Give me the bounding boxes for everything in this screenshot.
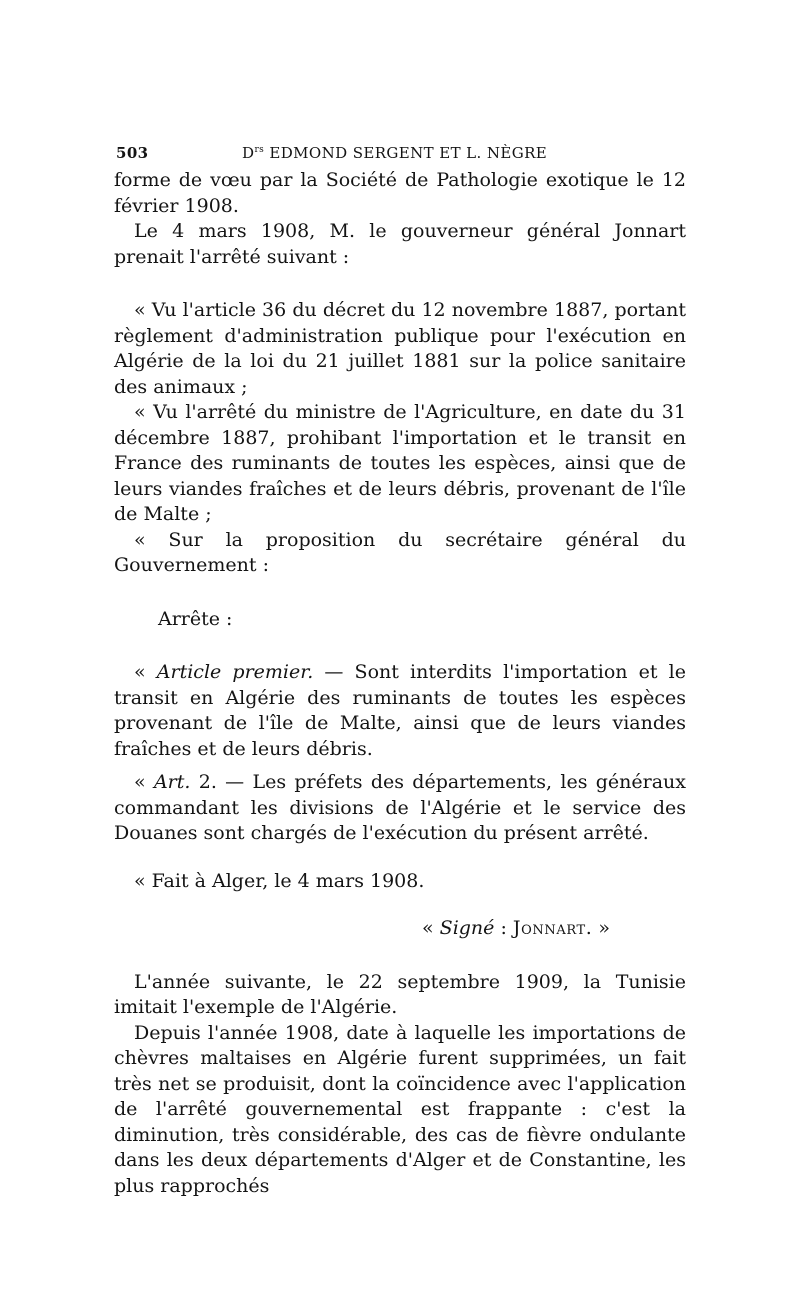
spacer: [114, 894, 686, 916]
running-header: [114, 140, 686, 168]
article-open-quote: «: [134, 771, 154, 793]
running-title: [242, 144, 547, 162]
authors-prefix: D: [242, 144, 255, 162]
fait-a-alger: « Fait à Alger, le 4 mars 1908.: [134, 869, 425, 892]
spacer: [114, 270, 686, 298]
article-2-text: 2. — Les préfets des départements, les généraux commandant les divisions de l'Algérie et le service des Douanes sont chargés de l'exécution du présent arrêté.: [114, 771, 687, 844]
quote-vu-arrete: « Vu l'arrêté du ministre de l'Agriculture, en date du 31 décembre 1887, prohibant l'importation et le transit en France des ruminants de toutes les espèces, ainsi que de leurs viandes fraîches et de leurs débris, provenant de l'île de Malte ;: [114, 401, 686, 525]
article-premier-label: Article premier.: [156, 661, 314, 683]
authors-rest: EDMOND SERGENT ET L. NÈGRE: [264, 144, 548, 162]
arrete-heading: Arrête :: [158, 607, 233, 630]
article-premier: [114, 660, 686, 762]
signature-close-quote: »: [592, 917, 611, 939]
article-open-quote: «: [134, 661, 157, 683]
quote-vu-article: « Vu l'article 36 du décret du 12 novembre 1887, portant règlement d'administration publique pour l'exécution en Algérie de la loi du 21 juillet 1881 sur la police sanitaire des animaux ;: [114, 299, 686, 398]
signature-open-quote: «: [422, 917, 440, 939]
paragraph-continued: forme de vœu par la Société de Pathologie exotique le 12 février 1908.: [114, 169, 686, 217]
signature-colon: :: [494, 917, 513, 939]
article-2: [114, 770, 686, 847]
signatory-name: Jonnart.: [512, 917, 593, 939]
spacer: [114, 847, 686, 869]
quote-proposition: « Sur la proposition du secrétaire général du Gouvernement :: [114, 528, 686, 576]
signature-label: Signé: [439, 917, 495, 939]
paragraph-tunisie: L'année suivante, le 22 septembre 1909, la Tunisie imitait l'exemple de l'Algérie.: [114, 970, 686, 1018]
spacer: [114, 942, 686, 970]
spacer: [114, 579, 686, 607]
authors-sup: rs: [254, 145, 265, 155]
paragraph-arrete-intro: Le 4 mars 1908, M. le gouverneur général Jonnart prenait l'arrêté suivant :: [114, 220, 686, 268]
book-page: [114, 140, 686, 1199]
page-number: 503: [116, 144, 149, 162]
article-premier-text: — Sont interdits l'importation et le transit en Algérie des ruminants de toutes les espèces provenant de l'île de Malte, ainsi que de leurs viandes fraîches et de leurs débris.: [114, 661, 686, 760]
signature-line: [114, 916, 686, 942]
spacer: [114, 762, 686, 770]
spacer: [114, 632, 686, 660]
paragraph-depuis: Depuis l'année 1908, date à laquelle les importations de chèvres maltaises en Algérie furent supprimées, un fait très net se produisit, dont la coïncidence avec l'application de l'arrêté gouvernemental est frappante : c'est la diminution, très considérable, des cas de fièvre ondulante dans les deux départements d'Alger et de Constantine, les plus rapprochés: [114, 1021, 686, 1197]
article-2-label: Art.: [153, 771, 191, 793]
